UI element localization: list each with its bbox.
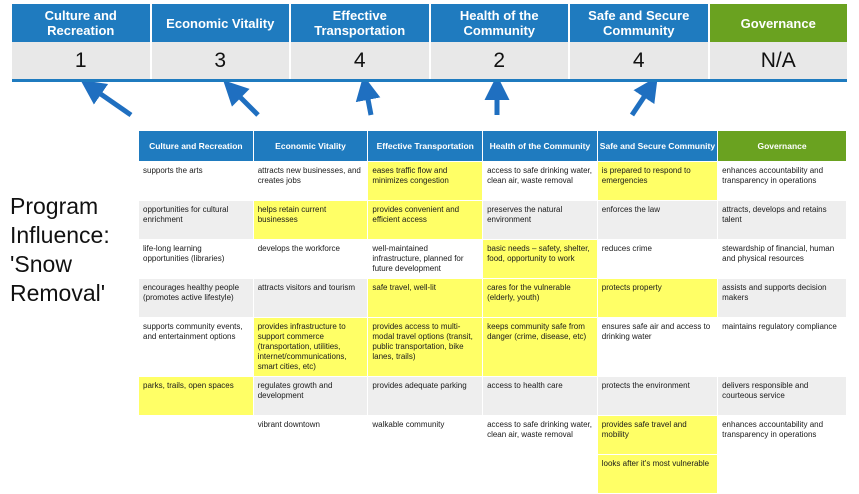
matrix-cell: maintains regulatory compliance <box>718 318 847 377</box>
matrix-cell: eases traffic flow and minimizes congestion <box>368 162 483 201</box>
header-cell-culture-and-recreation: Culture and Recreation <box>12 4 152 42</box>
caption-line-2: Influence: <box>10 222 110 248</box>
matrix-header-culture-and-recreation: Culture and Recreation <box>139 131 254 162</box>
matrix-cell: looks after it's most vulnerable <box>597 455 717 494</box>
table-row <box>139 279 847 318</box>
matrix-cell: vibrant downtown <box>253 416 368 455</box>
program-influence-caption <box>10 192 135 308</box>
matrix-cell: provides safe travel and mobility <box>597 416 717 455</box>
matrix-cell: cares for the vulnerable (elderly, youth) <box>483 279 598 318</box>
matrix-cell <box>718 455 847 494</box>
matrix-cell: develops the workforce <box>253 240 368 279</box>
matrix-body <box>139 162 847 494</box>
arrow-layer <box>0 82 859 130</box>
score-health-of-the-community: 2 <box>431 42 571 79</box>
matrix-cell: protects the environment <box>597 377 717 416</box>
matrix-cell: life-long learning opportunities (libraries) <box>139 240 254 279</box>
matrix-cell: supports community events, and entertainment options <box>139 318 254 377</box>
table-row <box>139 416 847 455</box>
matrix-cell: keeps community safe from danger (crime, disease, etc) <box>483 318 598 377</box>
scorecard-header-band <box>12 4 847 42</box>
header-cell-effective-transportation: Effective Transportation <box>291 4 431 42</box>
matrix-cell: is prepared to respond to emergencies <box>597 162 717 201</box>
matrix-cell <box>139 416 254 455</box>
table-row <box>139 377 847 416</box>
matrix-cell: provides access to multi-modal travel options (transit, public transportation, bike lanes, trails) <box>368 318 483 377</box>
header-cell-health-of-the-community: Health of the Community <box>431 4 571 42</box>
matrix-cell <box>368 455 483 494</box>
header-cell-safe-and-secure-community: Safe and Secure Community <box>570 4 710 42</box>
matrix-header-economic-vitality: Economic Vitality <box>253 131 368 162</box>
matrix-header-safe-and-secure-community: Safe and Secure Community <box>597 131 717 162</box>
matrix-cell: safe travel, well-lit <box>368 279 483 318</box>
matrix-cell: encourages healthy people (promotes active lifestyle) <box>139 279 254 318</box>
matrix-cell: provides convenient and efficient access <box>368 201 483 240</box>
matrix-cell: access to health care <box>483 377 598 416</box>
header-cell-governance: Governance <box>710 4 848 42</box>
up-arrow-icon-2 <box>233 90 258 115</box>
matrix-cell: enforces the law <box>597 201 717 240</box>
matrix-cell: enhances accountability and transparency in operations <box>718 416 847 455</box>
matrix-cell <box>139 455 254 494</box>
table-row <box>139 318 847 377</box>
matrix-cell: access to safe drinking water, clean air, waste removal <box>483 416 598 455</box>
matrix-header-row <box>139 131 847 162</box>
matrix-cell: supports the arts <box>139 162 254 201</box>
matrix-cell: well-maintained infrastructure, planned for future development <box>368 240 483 279</box>
matrix-header-effective-transportation: Effective Transportation <box>368 131 483 162</box>
matrix-cell <box>483 455 598 494</box>
score-culture-and-recreation: 1 <box>12 42 152 79</box>
matrix-cell <box>253 455 368 494</box>
score-effective-transportation: 4 <box>291 42 431 79</box>
matrix-cell: reduces crime <box>597 240 717 279</box>
matrix-cell: provides infrastructure to support commerce (transportation, utilities, internet/communications, smart cities, etc) <box>253 318 368 377</box>
matrix-cell: stewardship of financial, human and physical resources <box>718 240 847 279</box>
caption-line-4: Removal' <box>10 280 106 306</box>
matrix-cell: attracts new businesses, and creates jobs <box>253 162 368 201</box>
matrix-cell: access to safe drinking water, clean air, waste removal <box>483 162 598 201</box>
score-row <box>12 42 847 82</box>
matrix-cell: basic needs – safety, shelter, food, opportunity to work <box>483 240 598 279</box>
matrix-cell: regulates growth and development <box>253 377 368 416</box>
score-economic-vitality: 3 <box>152 42 292 79</box>
matrix-cell: ensures safe air and access to drinking water <box>597 318 717 377</box>
table-row <box>139 162 847 201</box>
matrix-cell: attracts visitors and tourism <box>253 279 368 318</box>
matrix-cell: provides adequate parking <box>368 377 483 416</box>
caption-line-1: Program <box>10 193 99 219</box>
influence-matrix-table <box>138 130 847 494</box>
matrix-cell: enhances accountability and transparency in operations <box>718 162 847 201</box>
matrix-cell: attracts, develops and retains talent <box>718 201 847 240</box>
table-row <box>139 455 847 494</box>
matrix-cell: preserves the natural environment <box>483 201 598 240</box>
caption-line-3: 'Snow <box>10 251 72 277</box>
matrix-cell: protects property <box>597 279 717 318</box>
matrix-cell: helps retain current businesses <box>253 201 368 240</box>
score-safe-and-secure-community: 4 <box>570 42 710 79</box>
matrix-cell: walkable community <box>368 416 483 455</box>
table-row <box>139 240 847 279</box>
up-arrow-icon-5 <box>632 88 650 115</box>
header-cell-economic-vitality: Economic Vitality <box>152 4 292 42</box>
table-row <box>139 201 847 240</box>
score-governance: N/A <box>760 48 796 72</box>
matrix-cell: parks, trails, open spaces <box>139 377 254 416</box>
matrix-cell: opportunities for cultural enrichment <box>139 201 254 240</box>
matrix-header-health-of-the-community: Health of the Community <box>483 131 598 162</box>
up-arrow-icon-1 <box>92 88 131 115</box>
matrix-cell: delivers responsible and courteous service <box>718 377 847 416</box>
matrix-cell: assists and supports decision makers <box>718 279 847 318</box>
matrix-header-governance: Governance <box>718 131 847 162</box>
up-arrow-icon-3 <box>366 89 371 115</box>
